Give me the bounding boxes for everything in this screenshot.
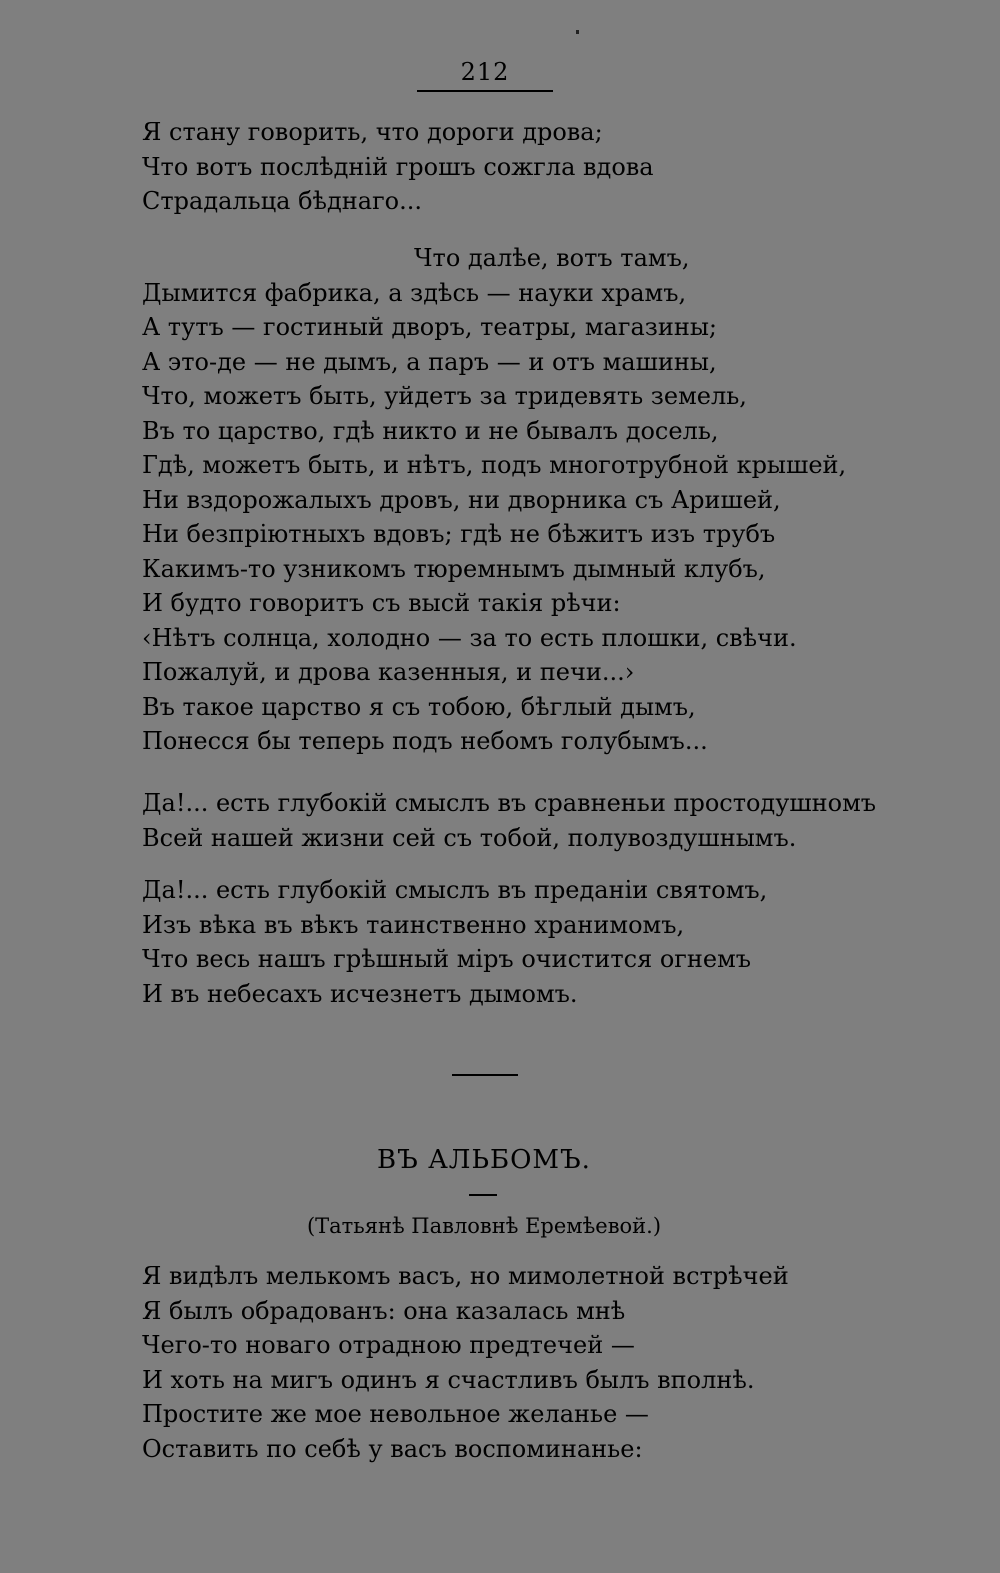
verse-line: Понесся бы теперь подъ небомъ голубымъ... bbox=[142, 727, 708, 755]
section-separator bbox=[452, 1074, 518, 1076]
verse-line: Я стану говорить, что дороги дрова; bbox=[142, 118, 603, 146]
verse-line: Ни вздорожалыхъ дровъ, ни дворника съ Аришей, bbox=[142, 485, 781, 514]
verse-line: Какимъ-то узникомъ тюремнымъ дымный клубъ, bbox=[142, 554, 766, 583]
verse-line: ‹Нѣтъ солнца, холодно — за то есть плошки, свѣчи. bbox=[142, 623, 797, 652]
poem-dedication: (Татьянѣ Павловнѣ Еремѣевой.) bbox=[306, 1214, 662, 1238]
verse-line: Всей нашей жизни сей съ тобой, полувоздушнымъ. bbox=[142, 823, 797, 852]
verse-line: Что, можетъ быть, уйдетъ за тридевять земель, bbox=[142, 382, 747, 410]
verse-line: Дымится фабрика, а здѣсь — науки храмъ, bbox=[142, 278, 687, 307]
poem2-stanza bbox=[142, 1259, 862, 1466]
verse-line: Въ то царство, гдѣ никто и не бывалъ досель, bbox=[142, 416, 719, 445]
verse-line: Изъ вѣка въ вѣкъ таинственно хранимомъ, bbox=[142, 910, 685, 939]
verse-line: А это-де — не дымъ, а паръ — и отъ машины, bbox=[142, 347, 717, 376]
verse-line: Ни безпріютныхъ вдовъ; гдѣ не бѣжитъ изъ трубъ bbox=[142, 520, 776, 548]
verse-line: Чего-то новаго отрадною предтечей — bbox=[142, 1331, 635, 1359]
verse-line: Что вотъ послѣдній грошъ сожгла вдова bbox=[142, 152, 654, 181]
poem-title: ВЪ АЛЬБОМЪ. bbox=[377, 1145, 591, 1175]
page-number: 212 bbox=[417, 56, 553, 92]
verse-line: Да!... есть глубокій смыслъ въ сравненьи простодушномъ bbox=[142, 789, 877, 817]
verse-line: А тутъ — гостиный дворъ, театры, магазины; bbox=[142, 313, 718, 341]
verse-line: Въ такое царство я съ тобою, бѣглый дымъ, bbox=[142, 692, 696, 721]
verse-line: Пожалуй, и дрова казенныя, и печи...› bbox=[142, 658, 635, 686]
verse-line: Простите же мое невольное желанье — bbox=[142, 1400, 649, 1428]
verse-line: И въ небесахъ исчезнетъ дымомъ. bbox=[142, 979, 578, 1008]
poem1-stanza-2 bbox=[142, 241, 862, 759]
verse-line: Что весь нашъ грѣшный міръ очистится огнемъ bbox=[142, 945, 751, 973]
verse-line: Я видѣлъ мелькомъ васъ, но мимолетной встрѣчей bbox=[142, 1262, 789, 1290]
verse-line: Да!... есть глубокій смыслъ въ преданіи святомъ, bbox=[142, 876, 768, 904]
verse-line: И хоть на мигъ одинъ я счастливъ былъ вполнѣ. bbox=[142, 1365, 755, 1394]
verse-line: Оставить по себѣ у васъ воспоминанье: bbox=[142, 1434, 643, 1463]
verse-line: Я былъ обрадованъ: она казалась мнѣ bbox=[142, 1296, 626, 1325]
poem1-stanza-4 bbox=[142, 873, 862, 1011]
verse-line: И будто говоритъ съ высй такія рѣчи: bbox=[142, 589, 621, 617]
verse-line: Гдѣ, можетъ быть, и нѣтъ, подъ многотрубной крышей, bbox=[142, 451, 847, 479]
verse-line: Что далѣе, вотъ тамъ, bbox=[414, 244, 690, 272]
poem1-stanza-1 bbox=[142, 115, 862, 219]
verse-line: Страдальца бѣднаго... bbox=[142, 187, 422, 215]
title-dash bbox=[469, 1194, 497, 1196]
print-speck bbox=[576, 30, 579, 34]
poem1-stanza-3 bbox=[142, 786, 877, 855]
